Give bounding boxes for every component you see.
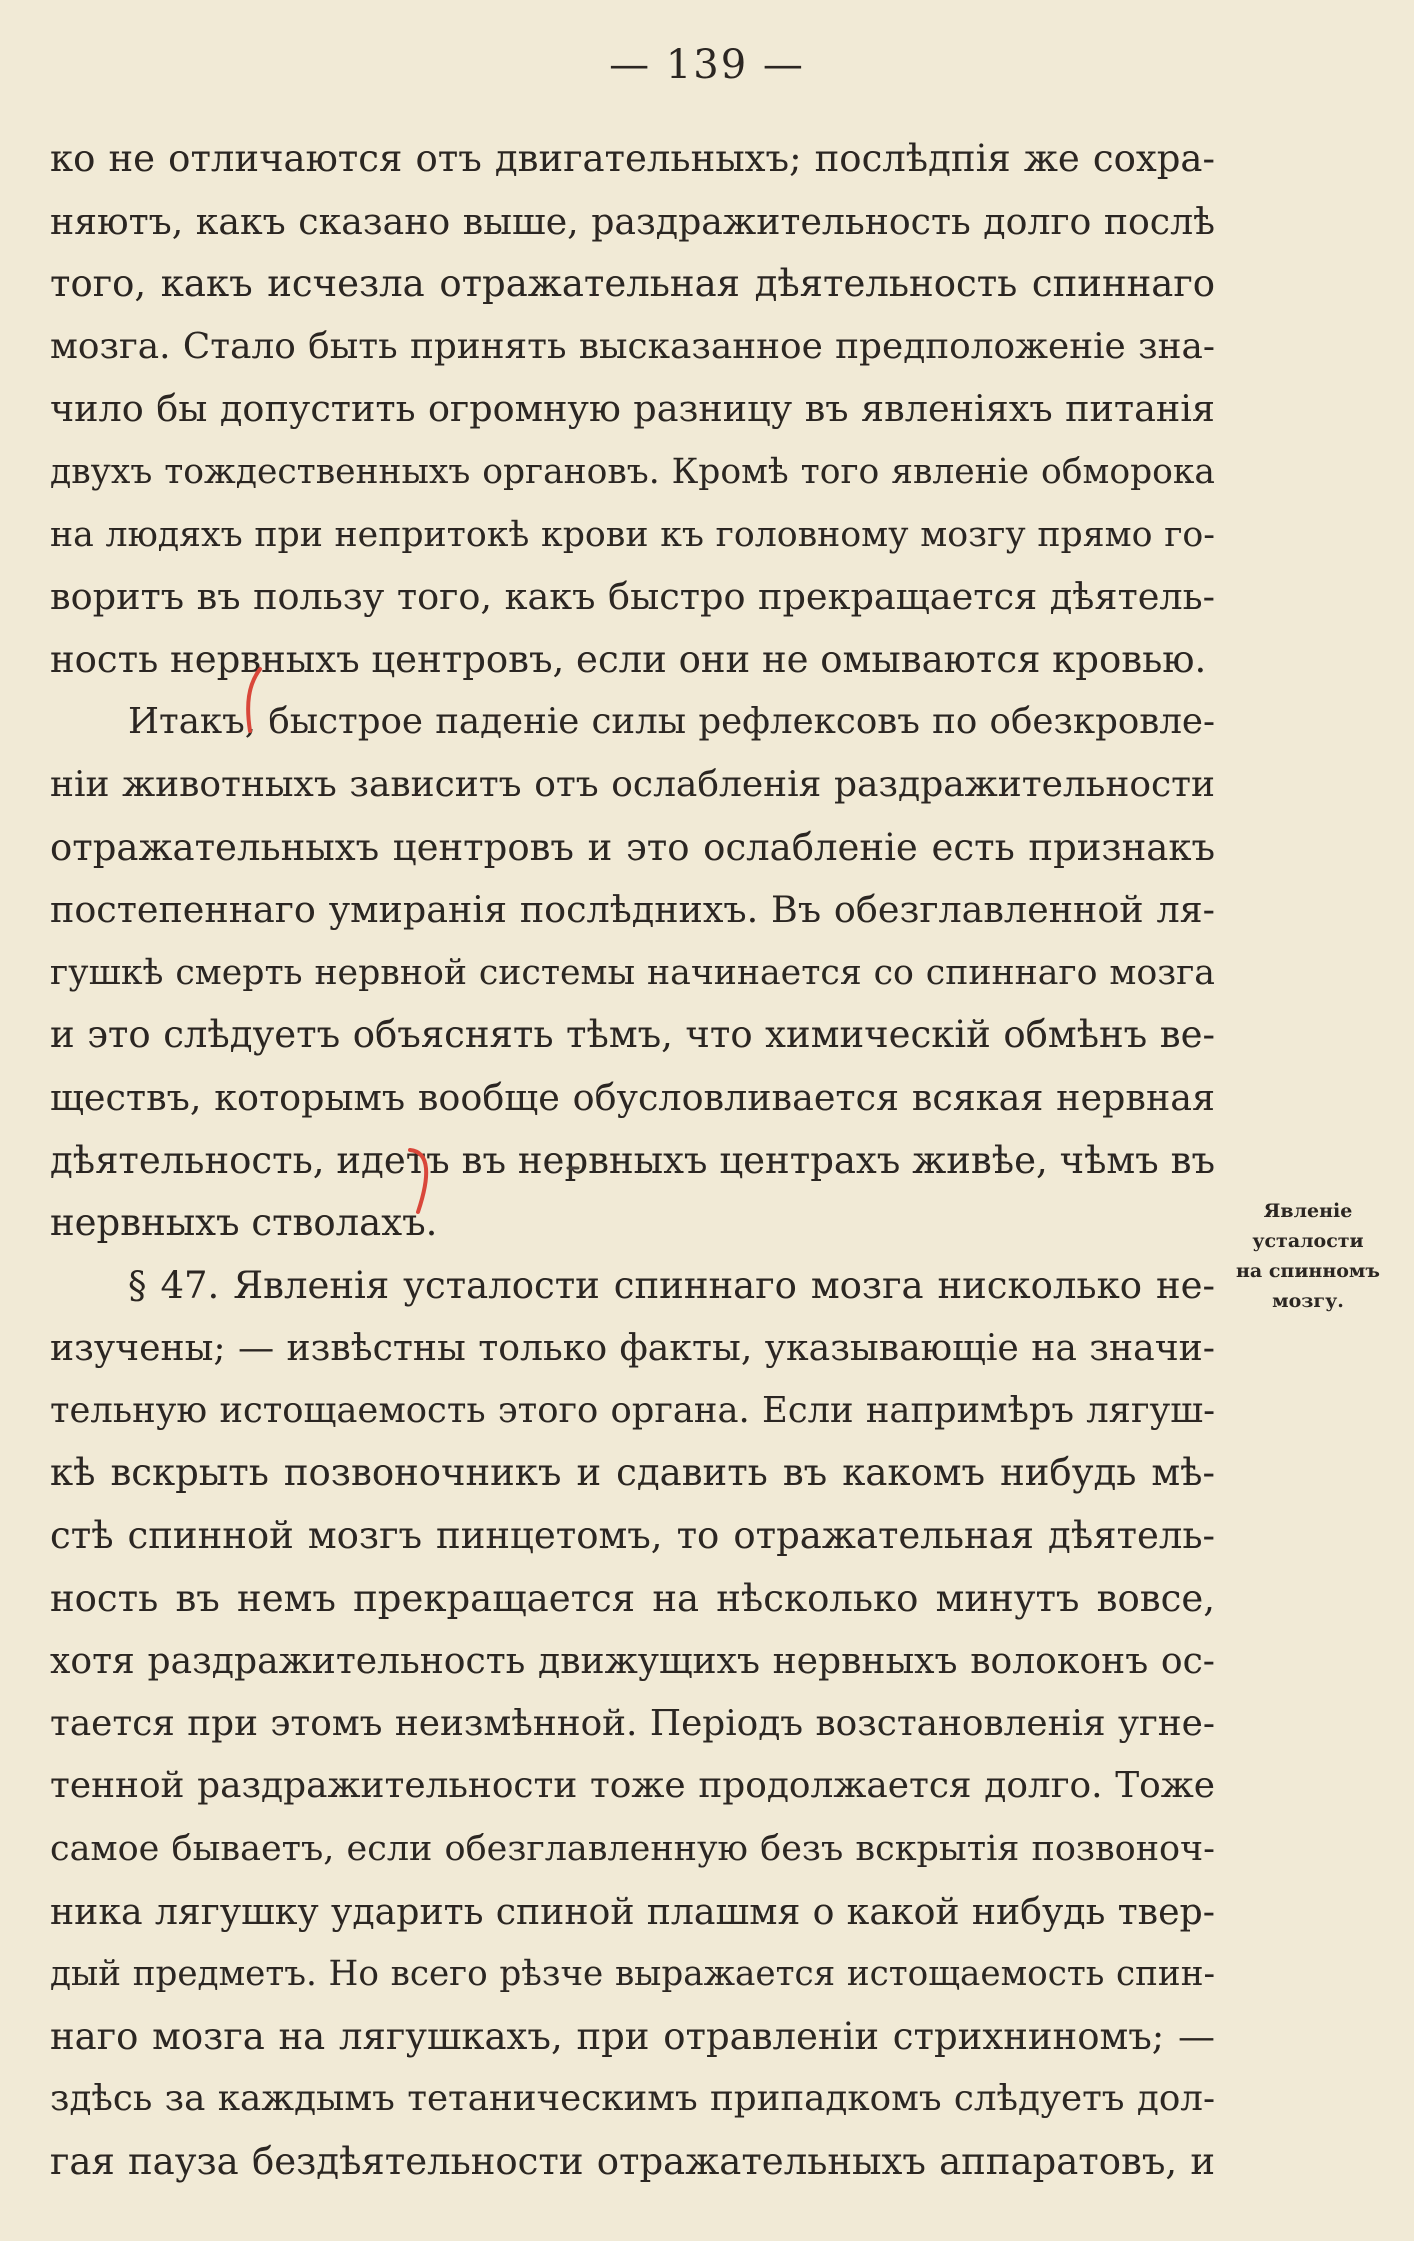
text-line: и это слѣдуетъ объяснять тѣмъ, что химическій обмѣнъ ве- [50, 1013, 1215, 1057]
text-line: двухъ тождественныхъ органовъ. Кромѣ того явленіе обморока [50, 451, 1215, 492]
text-line: отражательныхъ центровъ и это ослабленіе есть признакъ [50, 825, 1215, 869]
body-text [50, 128, 1215, 2194]
margin-note-line: мозгу. [1272, 1290, 1344, 1312]
text-line: ніи животныхъ зависитъ отъ ослабленія раздражительности [50, 763, 1215, 805]
text-line: воритъ въ пользу того, какъ быстро прекращается дѣятель- [50, 575, 1215, 619]
text-line: того, какъ исчезла отражательная дѣятельность спиннаго [50, 262, 1215, 306]
text-line: стѣ спинной мозгъ пинцетомъ, то отражательная дѣятель- [50, 1514, 1215, 1558]
page-number: — 139 — [609, 42, 805, 88]
text-line: Итакъ, быстрое паденіе силы рефлексовъ по обезкровле- [128, 701, 1215, 743]
text-line: ника лягушку ударить спиной плашмя о какой нибудь твер- [50, 1889, 1215, 1933]
text-line: постепеннаго умиранія послѣднихъ. Въ обезглавленной ля- [50, 888, 1215, 932]
text-line: дый предметъ. Но всего рѣзче выражается истощаемость спин- [50, 1954, 1215, 1995]
text-line: § 47. Явленія усталости спиннаго мозга нисколько не- [128, 1263, 1215, 1307]
text-line: дѣятельность, идетъ въ нервныхъ центрахъ живѣе, чѣмъ въ [50, 1138, 1215, 1182]
text-line: тается при этомъ неизмѣнной. Періодъ возстановленія угне- [50, 1702, 1215, 1744]
text-line: ко не отличаются отъ двигательныхъ; послѣдпія же сохра- [50, 137, 1215, 180]
text-line: наго мозга на лягушкахъ, при отравленіи стрихниномъ; — [50, 2014, 1215, 2058]
text-line: хотя раздражительность движущихъ нервныхъ волоконъ ос- [50, 1640, 1215, 1683]
text-line: чило бы допустить огромную разницу въ явленіяхъ питанія [50, 387, 1215, 431]
text-line: ность нервныхъ центровъ, если они не омываются кровью. [50, 637, 1207, 681]
margin-note [1228, 1196, 1388, 1316]
text-line: кѣ вскрыть позвоночникъ и сдавить въ какомъ нибудь мѣ- [50, 1451, 1215, 1495]
margin-note-line: Явленіе [1263, 1200, 1353, 1222]
text-line: мозга. Стало быть принять высказанное предположеніе зна- [50, 325, 1215, 367]
margin-note-line: на спинномъ [1236, 1260, 1380, 1282]
text-line: ность въ немъ прекращается на нѣсколько минутъ вовсе, [50, 1576, 1215, 1620]
text-line: на людяхъ при непритокѣ крови къ головному мозгу прямо го- [50, 514, 1215, 555]
text-line: гушкѣ смерть нервной системы начинается со спиннаго мозга [50, 952, 1215, 993]
margin-note-line: усталости [1252, 1230, 1364, 1252]
text-line: тенной раздражительности тоже продолжается долго. Тоже [50, 1765, 1215, 1807]
text-line: тельную истощаемость этого органа. Если напримѣръ лягуш- [50, 1389, 1215, 1431]
text-line: няютъ, какъ сказано выше, раздражительность долго послѣ [50, 199, 1215, 243]
text-line: самое бываетъ, если обезглавленную безъ вскрытія позвоноч- [50, 1829, 1215, 1870]
text-line: нервныхъ стволахъ. [50, 1201, 438, 1245]
text-line: ществъ, которымъ вообще обусловливается всякая нервная [50, 1075, 1215, 1119]
text-line: изучены; — извѣстны только факты, указывающіе на значи- [50, 1326, 1215, 1370]
text-line: здѣсь за каждымъ тетаническимъ припадкомъ слѣдуетъ дол- [50, 2078, 1215, 2120]
text-line: гая пауза бездѣятельности отражательныхъ аппаратовъ, и [50, 2140, 1215, 2183]
